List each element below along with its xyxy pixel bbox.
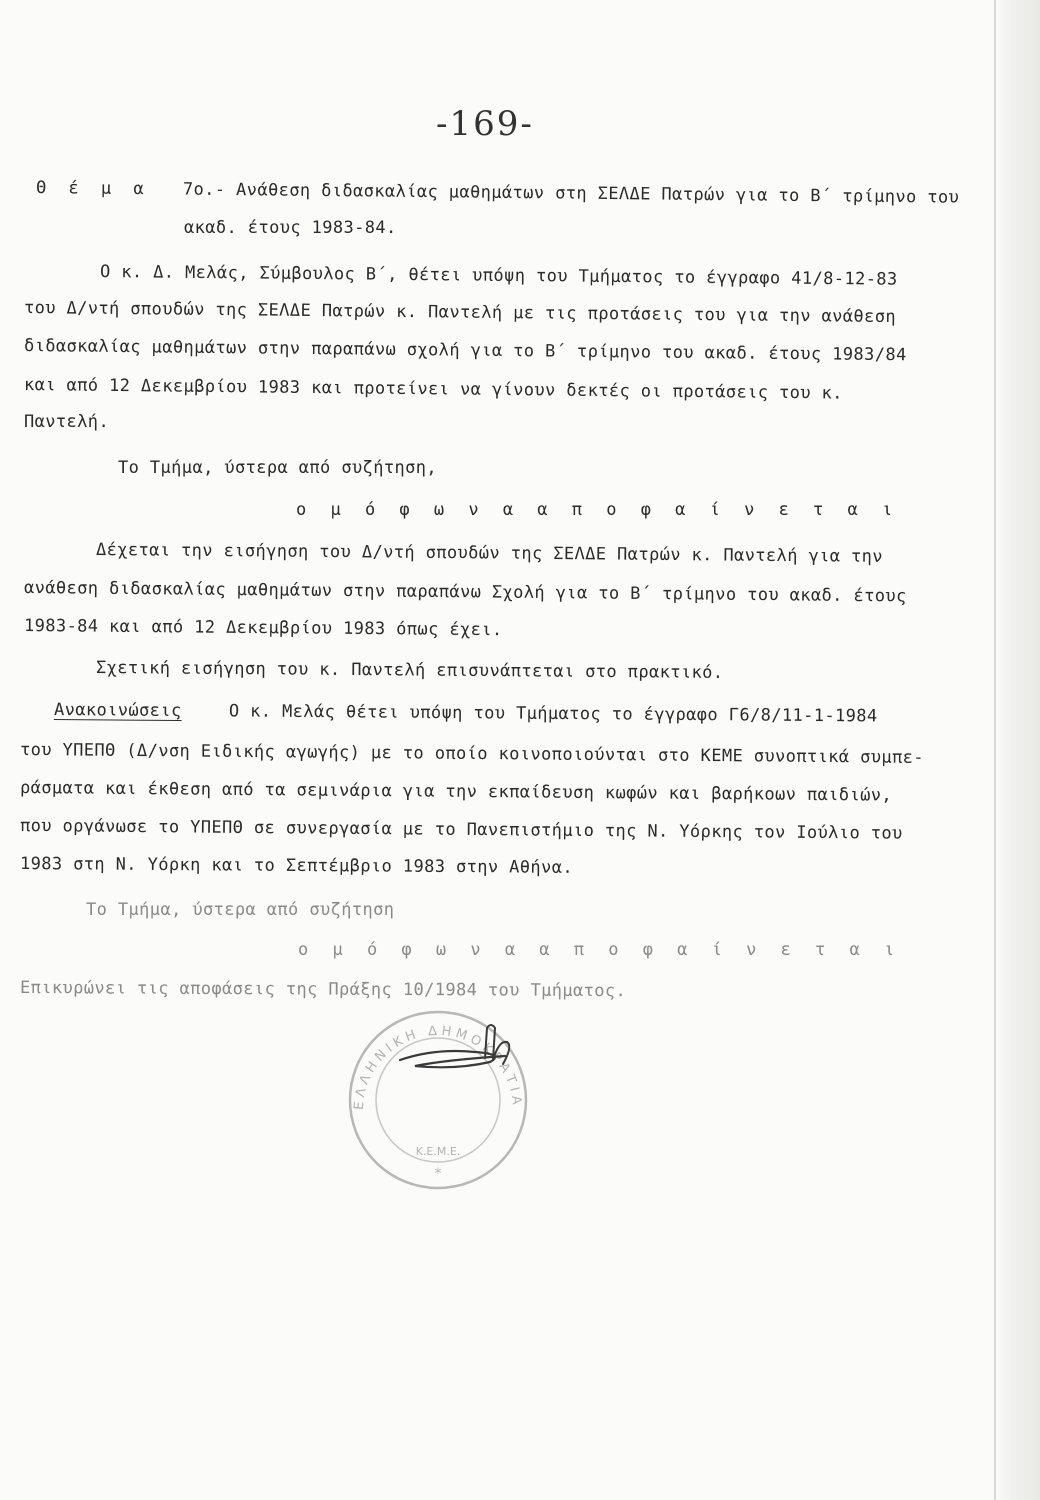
para1-line-1: Ο κ. Δ. Μελάς, Σύμβουλος Β΄, θέτει υπόψη του Τμήματος το έγγραφο 41/8-12-83	[99, 262, 898, 290]
attachment-note: Σχετική εισήγηση του κ. Παντελή επισυνάπτεται στο πρακτικό.	[95, 658, 724, 683]
announcements-line-5: 1983 στη Ν. Υόρκη και το Σεπτέμβριο 1983 στην Αθήνα.	[19, 854, 574, 878]
thema-heading-line	[36, 178, 959, 208]
para1-line-4: και από 12 Δεκεμβρίου 1983 και προτείνει να γίνουν δεκτές οι προτάσεις του κ.	[23, 375, 843, 404]
decision-heading-2: ο μ ό φ ω ν α α π ο φ α ί ν ε τ α ι	[298, 940, 902, 960]
para1-line-5: Παντελή.	[24, 412, 110, 432]
page-edge	[994, 0, 1040, 1500]
para1-line-3: διδασκαλίας μαθημάτων στην παραπάνω σχολή για το Β΄ τρίμηνο του ακαδ. έτους 1983/84	[23, 336, 907, 366]
announcements-line-1	[54, 700, 878, 726]
seal-inner-text: Κ.Ε.Μ.Ε.	[415, 1145, 461, 1158]
handwritten-signature	[395, 1020, 545, 1080]
para1-line-2: του Δ/ντή σπουδών της ΣΕΛΔΕ Πατρών κ. Παντελή με τις προτάσεις του για την ανάθεση	[23, 298, 897, 328]
decision-1-line-1: Δέχεται την εισήγηση του Δ/ντή σπουδών της ΣΕΛΔΕ Πατρών κ. Παντελή για την	[95, 540, 884, 567]
discussion-2: Το Τμήμα, ύστερα από συζήτηση	[86, 900, 395, 920]
announcements-line-2: του ΥΠΕΠΘ (Δ/νση Ειδικής αγωγής) με το οποίο κοινοποιούνται στο ΚΕΜΕ συνοπτικά συμπε-	[19, 740, 925, 768]
announcements-line-4: που οργάνωσε το ΥΠΕΠΘ σε συνεργασία με το Πανεπιστήμιο της Ν. Υόρκης τον Ιούλιο του	[19, 816, 903, 844]
page-number: -169-	[436, 104, 534, 144]
announcements-label: Ανακοινώσεις	[53, 700, 182, 722]
thema-heading: 7ο.- Ανάθεση διδασκαλίας μαθημάτων στη ΣΕΛΔΕ Πατρών για το Β΄ τρίμηνο του	[182, 179, 960, 208]
decision-1-line-2: ανάθεση διδασκαλίας μαθημάτων στην παραπάνω Σχολή για το Β΄ τρίμηνο του ακαδ. έτους	[23, 578, 907, 607]
decision-2: Επικυρώνει τις αποφάσεις της Πράξης 10/1984 του Τμήματος.	[19, 978, 627, 1002]
thema-heading-cont: ακαδ. έτους 1983-84.	[184, 218, 397, 238]
announcements-text-1: Ο κ. Μελάς θέτει υπόψη του Τμήματος το έγγραφο Γ6/8/11-1-1984	[228, 701, 878, 727]
thema-label: Θ έ μ α	[35, 178, 150, 200]
decision-1-line-3: 1983-84 και από 12 Δεκεμβρίου 1983 όπως έχει.	[23, 616, 503, 641]
seal-outer-text: ΕΛΛΗΝΙΚΗ ΔΗΜΟΚΡΑΤΙΑ	[351, 1023, 525, 1111]
svg-text:*: *	[434, 1166, 442, 1182]
announcements-line-3: ράσματα και έκθεση από τα σεμινάρια για την εκπαίδευση κωφών και βαρήκοων παιδιών,	[19, 778, 893, 806]
decision-heading-1: ο μ ό φ ω ν α α π ο φ α ί ν ε τ α ι	[296, 500, 900, 520]
discussion-1: Το Τμήμα, ύστερα από συζήτηση,	[118, 458, 438, 478]
